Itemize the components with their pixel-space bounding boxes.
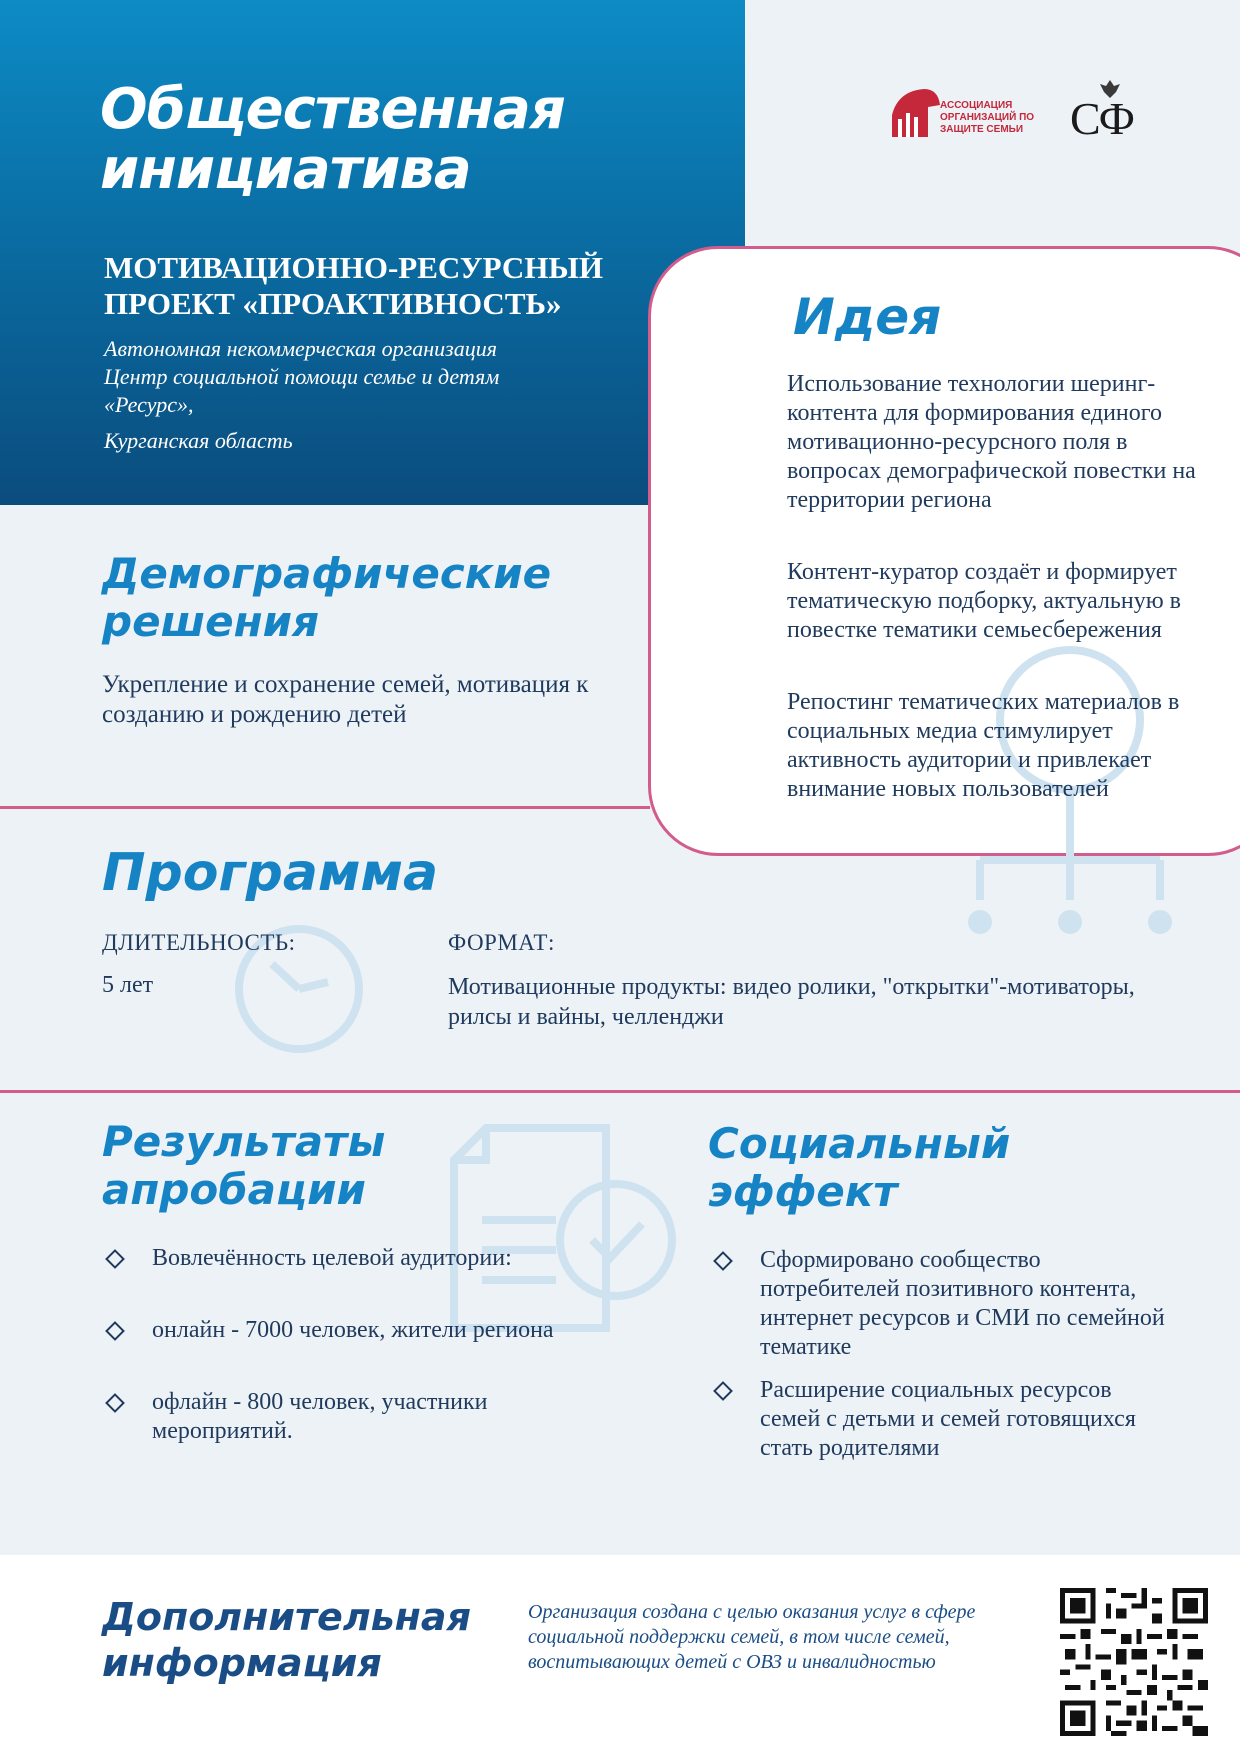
region-name: Курганская область (104, 428, 293, 453)
effect-item: Расширение социальных ресурсов семей с детьми и семей готовящихся стать родителями (712, 1376, 1172, 1463)
idea-title: Идея (793, 288, 942, 346)
federation-council-logo: СФ (1070, 93, 1134, 144)
results-item: Вовлечённость целевой аудитории: (104, 1244, 604, 1273)
format-label: ФОРМАТ: (448, 930, 555, 955)
organization-name: Автономная некоммерческая организация Центр социальной помощи семье и детям «Ресурс», (104, 336, 500, 417)
duration-label: ДЛИТЕЛЬНОСТЬ: (102, 930, 296, 955)
demography-text: Укрепление и сохранение семей, мотивация к созданию и рождению детей (102, 671, 589, 728)
format-value: Мотивационные продукты: видео ролики, "открытки"-мотиваторы, рилсы и вайны, челленджи (448, 974, 1135, 1030)
social-effect-title: Социальный эффект (708, 1119, 1011, 1216)
project-name: МОТИВАЦИОННО-РЕСУРСНЫЙ ПРОЕКТ «ПРОАКТИВНОСТЬ» (104, 250, 603, 321)
results-item: офлайн - 800 человек, участники мероприятий. (104, 1388, 604, 1446)
footer-text: Организация создана с целью оказания услуг в сфере социальной поддержки семей, в том числе семей, воспитывающих детей с ОВЗ и инвалидностью (528, 1601, 976, 1673)
page-title: Общественная инициатива (100, 77, 565, 202)
results-title: Результаты апробации (102, 1117, 386, 1214)
divider (0, 1090, 1240, 1093)
idea-paragraph: Использование технологии шеринг-контента для формирования единого мотивационно-ресурсного поля в вопросах демографической повестки на территории региона (787, 371, 1196, 513)
program-title: Программа (102, 843, 439, 903)
duration-value: 5 лет (102, 972, 154, 998)
idea-paragraph: Контент-куратор создаёт и формирует тематическую подборку, актуальную в повестке тематики семьесбережения (787, 559, 1181, 643)
effect-item: Сформировано сообщество потребителей позитивного контента, интернет ресурсов и СМИ по семейной тематике (712, 1246, 1172, 1362)
demography-title: Демографические решения (102, 549, 552, 646)
idea-paragraph: Репостинг тематических материалов в социальных медиа стимулирует активность аудитории и привлекает внимание новых пользователей (787, 689, 1180, 802)
qr-code-icon (1060, 1588, 1208, 1736)
results-item: онлайн - 7000 человек, жители региона (104, 1316, 604, 1345)
divider (0, 806, 650, 809)
footer-title: Дополнительная информация (102, 1595, 471, 1685)
association-logo-text: АССОЦИАЦИЯ ОРГАНИЗАЦИЙ ПО ЗАЩИТЕ СЕМЬИ (940, 100, 1035, 135)
